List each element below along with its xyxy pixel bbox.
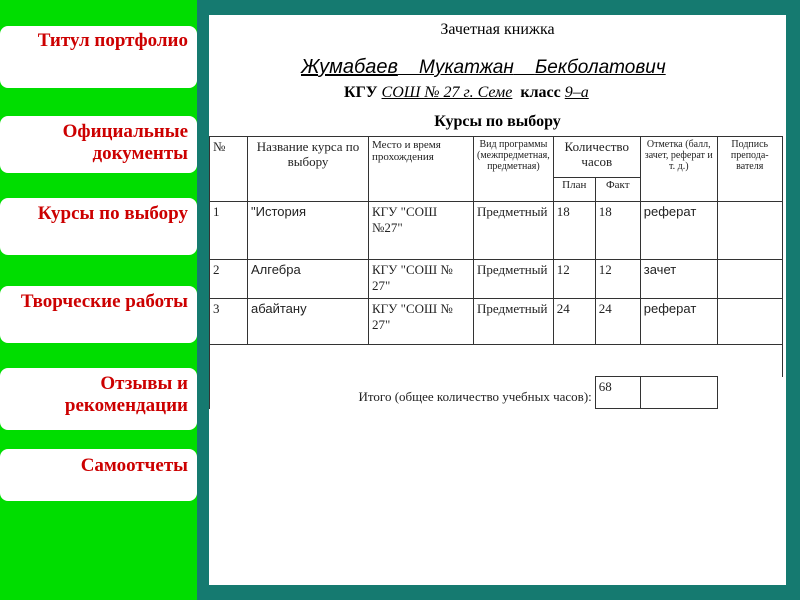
nav-official-documents-button[interactable] bbox=[0, 116, 197, 173]
cell-num: 3 bbox=[210, 299, 248, 345]
cell-program: Предметный bbox=[474, 299, 554, 345]
header-place: Место и время прохождения bbox=[369, 137, 474, 202]
nav-title-portfolio-button[interactable] bbox=[0, 26, 197, 88]
nav-label: Творческие работы bbox=[20, 291, 188, 312]
cell-signature bbox=[717, 260, 782, 299]
class-label: класс bbox=[520, 84, 561, 101]
cell-signature bbox=[717, 299, 782, 345]
header-hours: Количество часов bbox=[553, 137, 640, 178]
cell-program: Предметный bbox=[474, 202, 554, 260]
total-empty-cell bbox=[640, 377, 717, 409]
header-signature: Подпись препода-вателя bbox=[717, 137, 782, 202]
cell-num: 1 bbox=[210, 202, 248, 260]
cell-course: Алгебра bbox=[248, 260, 369, 299]
table-spacer-row bbox=[210, 345, 783, 377]
courses-table bbox=[209, 136, 783, 409]
table-row bbox=[210, 202, 783, 260]
cell-course: "История bbox=[248, 202, 369, 260]
cell-mark: зачет bbox=[640, 260, 717, 299]
nav-label: Отзывы и рекомендации bbox=[64, 373, 188, 416]
nav-label: Курсы по выбору bbox=[37, 203, 188, 224]
header-program: Вид программы (межпредметная, предметная) bbox=[474, 137, 554, 202]
header-num: № bbox=[210, 137, 248, 202]
cell-mark: реферат bbox=[640, 202, 717, 260]
cell-signature bbox=[717, 202, 782, 260]
nav-reviews-button[interactable] bbox=[0, 368, 197, 430]
header-fact: Факт bbox=[595, 178, 640, 202]
student-first-name: Мукатжан bbox=[419, 57, 514, 78]
cell-fact: 18 bbox=[595, 202, 640, 260]
cell-plan: 12 bbox=[553, 260, 595, 299]
header-mark: Отметка (балл, зачет, реферат и т. д.) bbox=[640, 137, 717, 202]
record-book-page bbox=[209, 15, 786, 585]
cell-plan: 24 bbox=[553, 299, 595, 345]
cell-fact: 24 bbox=[595, 299, 640, 345]
school-name: СОШ № 27 г. Семе bbox=[381, 84, 513, 101]
section-title: Курсы по выбору bbox=[434, 113, 561, 130]
nav-elective-courses-button[interactable] bbox=[0, 198, 197, 255]
sidebar bbox=[0, 0, 197, 600]
cell-mark: реферат bbox=[640, 299, 717, 345]
cell-program: Предметный bbox=[474, 260, 554, 299]
total-value: 68 bbox=[595, 377, 640, 409]
nav-label: Самоотчеты bbox=[80, 455, 188, 476]
table-total-row bbox=[210, 377, 783, 409]
cell-fact: 12 bbox=[595, 260, 640, 299]
table-row bbox=[210, 299, 783, 345]
header-plan: План bbox=[553, 178, 595, 202]
student-name bbox=[301, 56, 781, 79]
class-value: 9–а bbox=[564, 84, 589, 101]
cell-place: КГУ "СОШ № 27" bbox=[369, 299, 474, 345]
student-patronymic: Бекболатович bbox=[534, 57, 666, 78]
nav-creative-works-button[interactable] bbox=[0, 286, 197, 343]
cell-num: 2 bbox=[210, 260, 248, 299]
table-header-row bbox=[210, 137, 783, 178]
cell-place: КГУ "СОШ №27" bbox=[369, 202, 474, 260]
school-line bbox=[344, 84, 784, 102]
document-title: Зачетная книжка bbox=[440, 21, 555, 38]
header-course: Название курса по выбору bbox=[248, 137, 369, 202]
table-row bbox=[210, 260, 783, 299]
total-label: Итого (общее количество учебных часов): bbox=[210, 377, 596, 409]
cell-place: КГУ "СОШ № 27" bbox=[369, 260, 474, 299]
nav-self-reports-button[interactable] bbox=[0, 449, 197, 501]
cell-course: абайтану bbox=[248, 299, 369, 345]
school-prefix: КГУ bbox=[344, 84, 378, 101]
nav-label: Официальные документы bbox=[62, 121, 188, 164]
cell-plan: 18 bbox=[553, 202, 595, 260]
nav-label: Титул портфолио bbox=[37, 30, 188, 51]
student-surname: Жумабаев bbox=[301, 56, 398, 78]
